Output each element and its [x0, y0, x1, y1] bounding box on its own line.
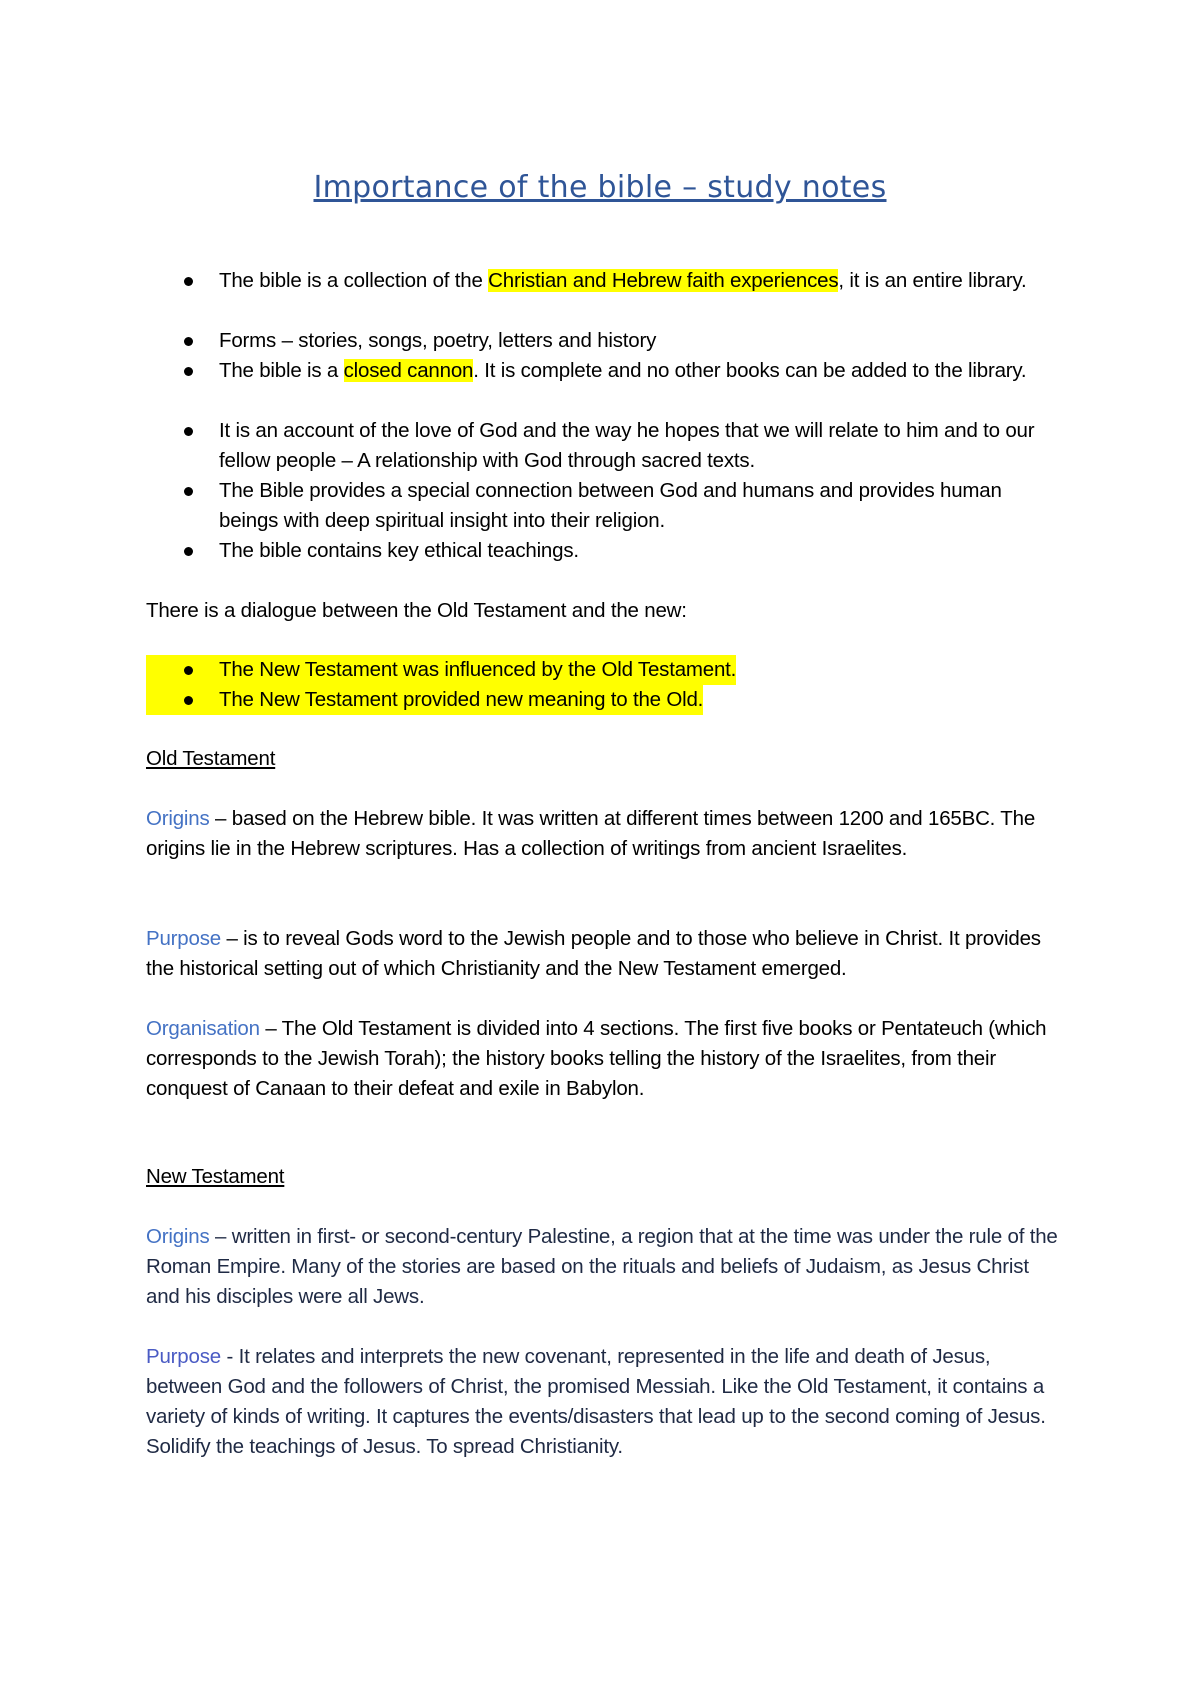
list-item-text: The New Testament provided new meaning to the Old.: [219, 688, 704, 711]
new-testament-origins: [146, 1222, 1066, 1312]
new-testament-heading: New Testament: [146, 1165, 285, 1188]
list-item: [146, 476, 1066, 536]
bullet-icon: [184, 367, 193, 376]
list-item-text: The bible contains key ethical teachings.: [219, 539, 579, 562]
new-testament-purpose: [146, 1342, 1066, 1462]
bullet-icon: [184, 547, 193, 556]
bullet-icon: [184, 337, 193, 346]
old-testament-origins: [146, 804, 1066, 864]
page-title: Importance of the bible – study notes: [313, 170, 887, 205]
list-item: [146, 326, 1066, 356]
highlighted-text: closed cannon: [343, 359, 474, 382]
purpose-text: - It relates and interprets the new covenant, represented in the life and death of Jesus, between God and the followers of Christ, the promised Messiah. Like the Old Testament, it contains a variety of kinds of writing. It captures the events/disasters that lead up to the second coming of Jesus. Solidify the teachings of Jesus. To spread Christianity.: [146, 1345, 1046, 1458]
origins-label: Origins: [146, 807, 210, 830]
old-testament-purpose: [146, 924, 1066, 984]
list-item-text: It is an account of the love of God and the way he hopes that we will relate to him and to our fellow people – A relationship with God through sacred texts.: [219, 419, 1035, 472]
purpose-label: Purpose: [146, 1345, 221, 1368]
organisation-label: Organisation: [146, 1017, 260, 1040]
list-item: [146, 655, 1066, 685]
purpose-text: – is to reveal Gods word to the Jewish people and to those who believe in Christ. It provides the historical setting out of which Christianity and the New Testament emerged.: [146, 927, 1041, 980]
list-item: [146, 536, 1066, 566]
list-item-text: The bible is a: [219, 359, 344, 382]
origins-text: – written in first- or second-century Palestine, a region that at the time was under the rule of the Roman Empire. Many of the stories are based on the rituals and beliefs of Judaism, as Jesus Christ and his disciples were all Jews.: [146, 1225, 1058, 1308]
highlighted-text: Christian and Hebrew faith experiences: [488, 269, 839, 292]
dialogue-intro: There is a dialogue between the Old Testament and the new:: [146, 599, 687, 622]
list-item-text: The bible is a collection of the: [219, 269, 489, 292]
dialogue-bullet-list: [146, 655, 1066, 715]
bullet-icon: [184, 696, 193, 705]
list-item-text: The New Testament was influenced by the Old Testament.: [219, 658, 737, 681]
highlighted-line: [146, 685, 703, 715]
list-item-text: , it is an entire library.: [838, 269, 1027, 292]
bullet-icon: [184, 487, 193, 496]
bullet-icon: [184, 427, 193, 436]
list-item: [146, 416, 1066, 476]
list-item-text: The Bible provides a special connection between God and humans and provides human beings with deep spiritual insight into their religion.: [219, 479, 1002, 532]
old-testament-organisation: [146, 1014, 1066, 1104]
list-item-text: . It is complete and no other books can be added to the library.: [473, 359, 1027, 382]
highlighted-line: [146, 655, 736, 685]
organisation-text: – The Old Testament is divided into 4 sections. The first five books or Pentateuch (which corresponds to the Jewish Torah); the history books telling the history of the Israelites, from their conquest of Canaan to their defeat and exile in Babylon.: [146, 1017, 1047, 1100]
origins-text: – based on the Hebrew bible. It was written at different times between 1200 and 165BC. The origins lie in the Hebrew scriptures. Has a collection of writings from ancient Israelites.: [146, 807, 1036, 860]
old-testament-heading: Old Testament: [146, 747, 276, 770]
origins-label: Origins: [146, 1225, 210, 1248]
bullet-icon: [184, 277, 193, 286]
purpose-label: Purpose: [146, 927, 221, 950]
list-item: [146, 266, 1066, 326]
bullet-icon: [184, 666, 193, 675]
list-item: [146, 356, 1066, 416]
list-item: [146, 685, 1066, 715]
intro-bullet-list: [146, 266, 1066, 566]
list-item-text: Forms – stories, songs, poetry, letters and history: [219, 329, 657, 352]
